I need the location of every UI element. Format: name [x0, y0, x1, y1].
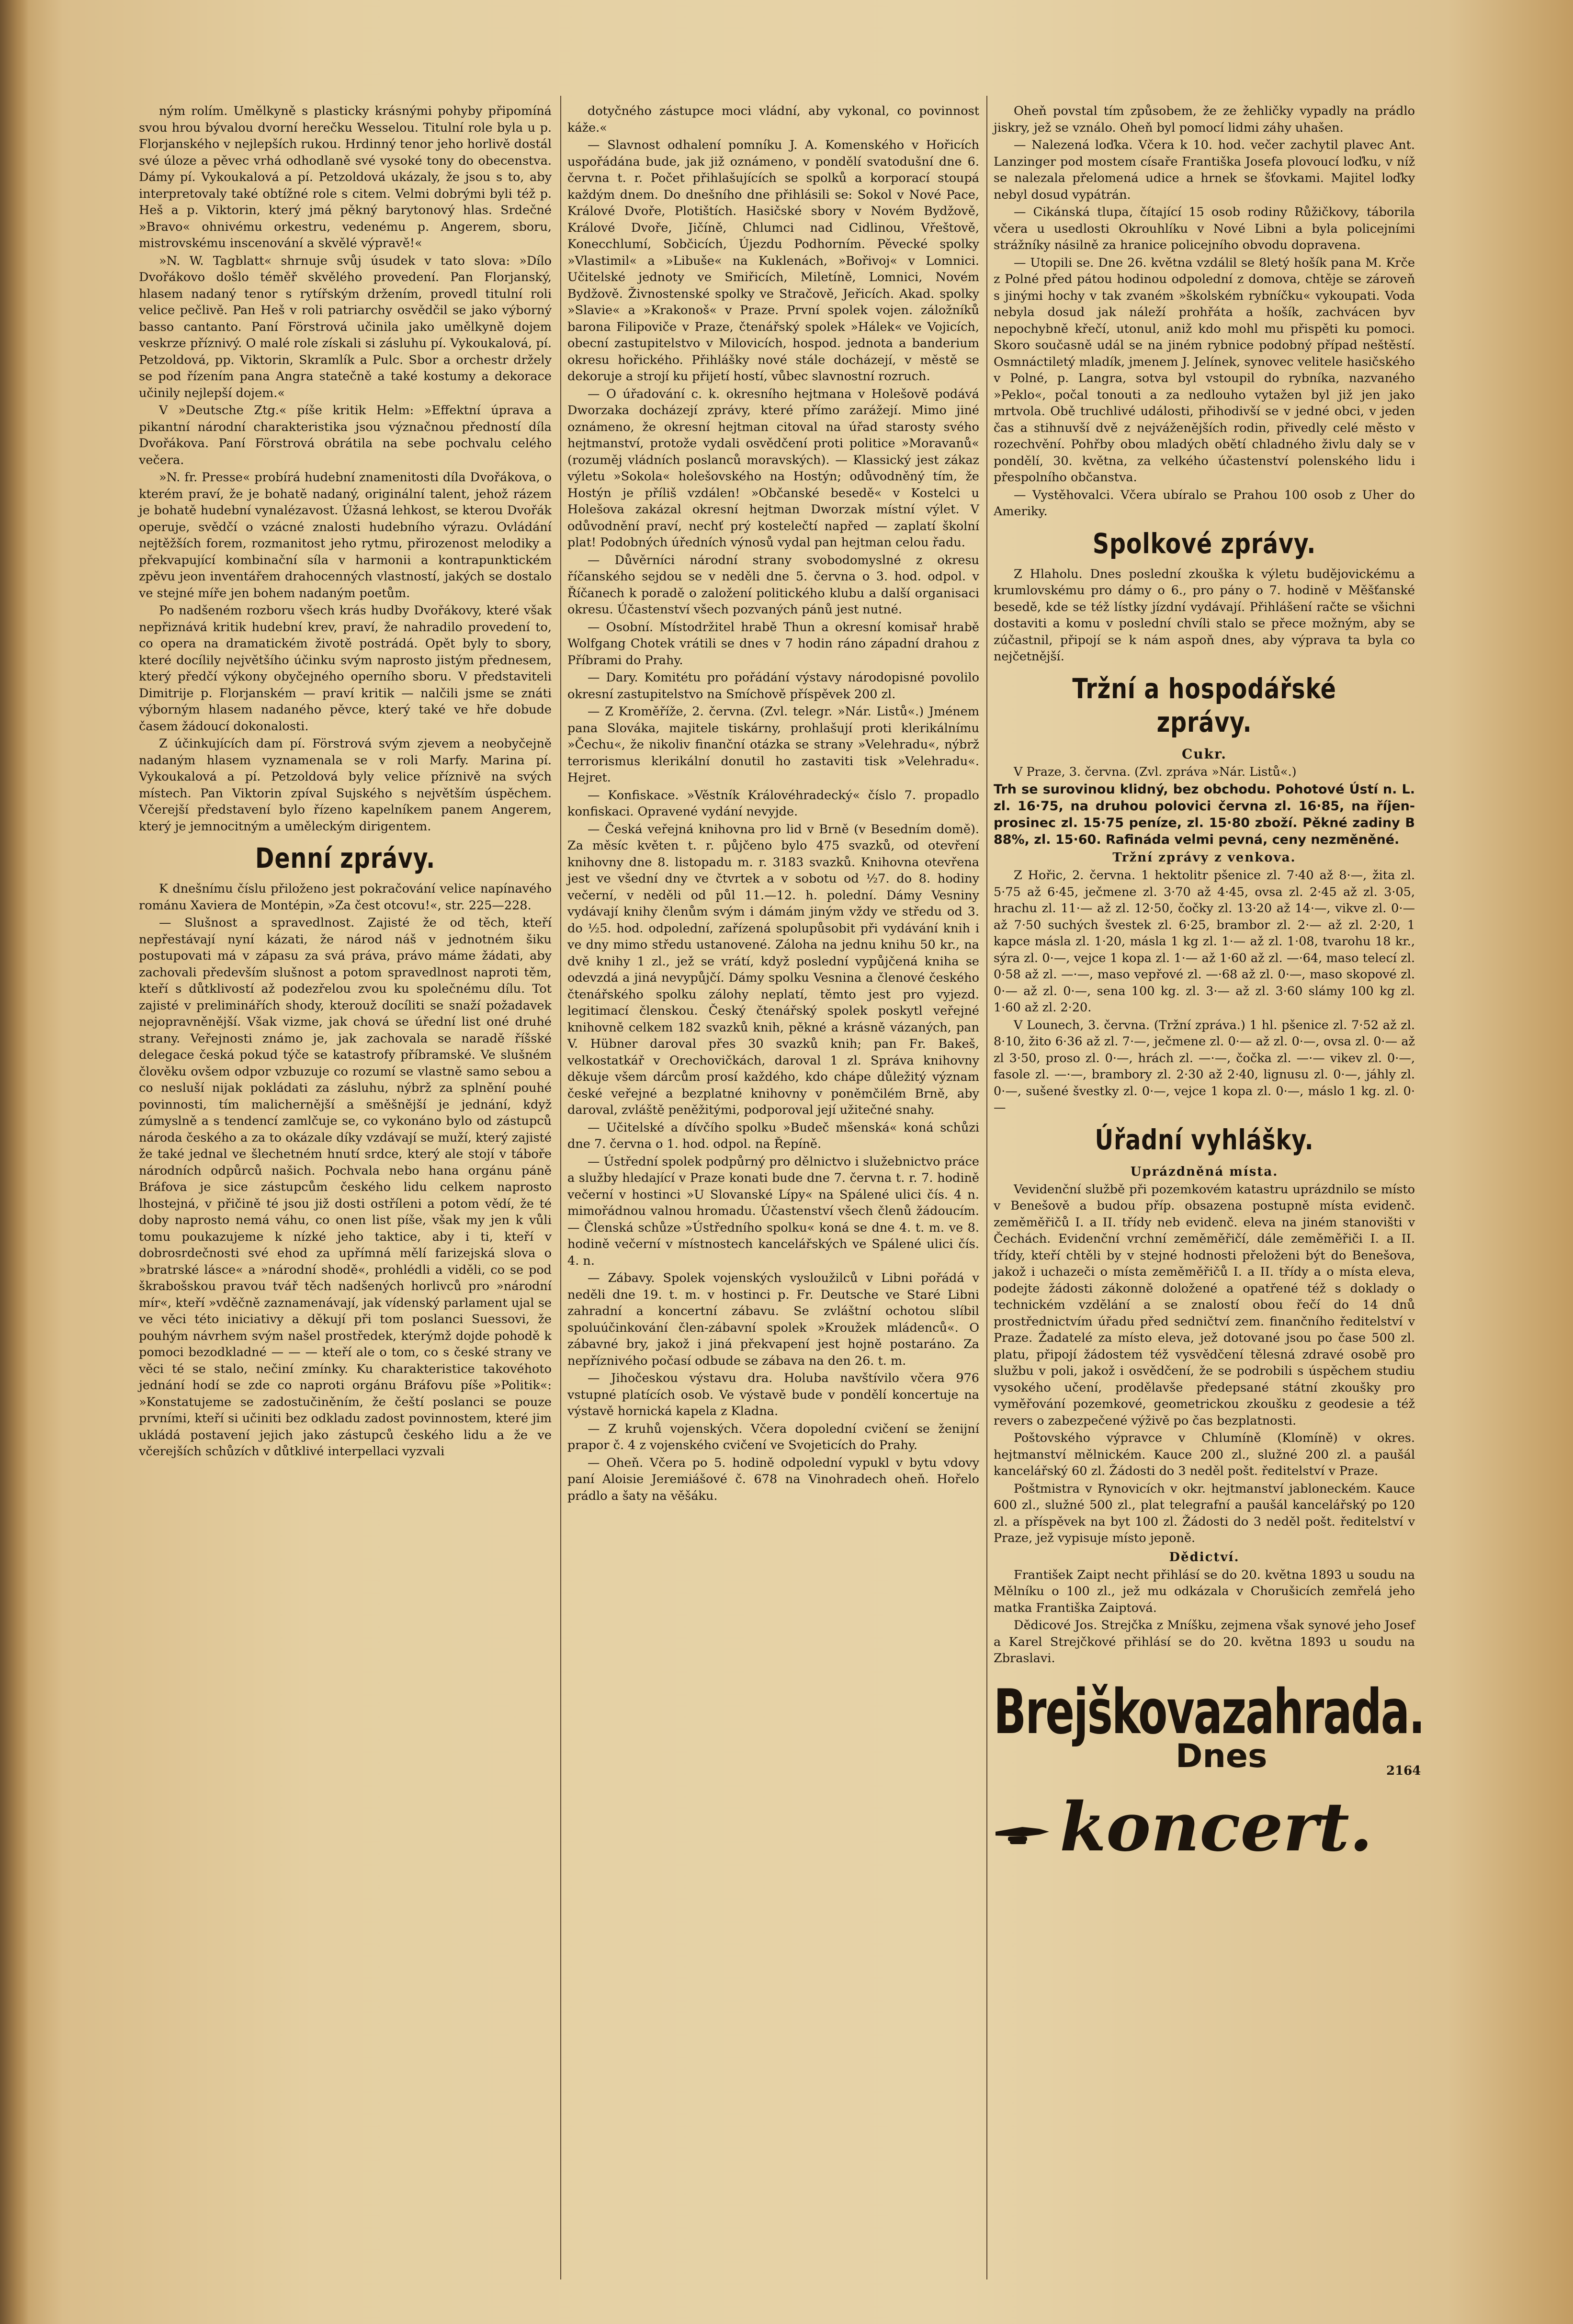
pointing-hand-icon [994, 1818, 1051, 1847]
article-paragraph: — Utopili se. Dne 26. května vzdálil se 8letý hošík pana M. Krče z Polné před pátou hodinou odpolední z domova, chtěje se zároveň s jinými hochy v tak zvaném »školském rybníčku« vykoupati. Voda nebyla dosud jak náleží prohřáta a hošík, zachvácen byv nepochybně křečí, utonul, aniž kdo mohl mu přispěti ku pomoci. Skoro současně udál se na jiném rybnice podobný případ neštěstí. Osmnáctiletý mladík, jmenem J. Jelínek, synovec velitele hasičského v Polné, p. Langra, sotva byl vstoupil do rybníka, nazvaného »Peklo«, počal tonouti a za nedlouho vytažen byl již jen jako mrtvola. Obě truchlivé události, přihodivší se v jedné obci, v jeden čas a stihnuvší dvě z nejváženějších rodin, přivedly celé město v rozechvění. Pohřby obou mladých obětí chladného živlu daly se v pondělí, 30. května, za velkého účastenství polenského lidu i přespolního občanstva. [994, 255, 1415, 485]
spolkove-zpravy-heading: Spolkové zprávy. [1092, 527, 1316, 560]
column-3 [994, 103, 1424, 2301]
cukr-market-report: Trh se surovinou klidný, bez obchodu. Pohotové Ústí n. L. zl. 16·75, na druhou polovici června zl. 16·85, na říjen-prosinec zl. 15·75 peníze, zl. 15·80 zboží. Pěkné zadiny B 88%, zl. 15·60. Rafináda velmi pevná, ceny nezměněné. [994, 782, 1415, 847]
article-paragraph: — Konfiskace. »Věstník Královéhradecký« číslo 7. propadlo konfiskaci. Opravené vydání nevyjde. [567, 788, 979, 819]
article-paragraph: — Oheň. Včera po 5. hodině odpolední vypukl v bytu vdovy paní Aloisie Jeremiášové č. 678 na Vinohradech oheň. Hořelo prádlo a šaty na věšáku. [567, 1455, 979, 1503]
article-paragraph: — Z Kroměříže, 2. června. (Zvl. telegr. »Nár. Listů«.) Jménem pana Slováka, majitele tiskárny, prohlašují proti klerikálnímu »Čechu«, že nikoliv finanční otázka se strany »Velehradu«, nýbrž terrorismus klerikální donutil ho zastaviti tisk »Velehradu«. Hejret. [567, 704, 979, 785]
cukr-subheading: Cukr. [1182, 746, 1227, 762]
inheritance-paragraph: František Zaipt necht přihlásí se do 20. května 1893 u soudu na Mělníku o 100 zl., jež mu odkázala v Chorušicích zemřelá jeho matka Františka Zaiptová. [994, 1567, 1415, 1615]
article-paragraph: — Jihočeskou výstavu dra. Holuba navštívilo včera 976 vstupné platících osob. Ve výstavě bude v pondělí koncertuje na výstavě hornická kapela z Kladna. [567, 1371, 979, 1418]
advertisement-koncert [994, 1788, 1415, 1867]
advertisement-koncert-text: koncert. [1060, 1788, 1373, 1867]
uprazdnena-mista-subheading: Uprázdněná místa. [1130, 1164, 1279, 1179]
article-paragraph: Po nadšeném rozboru všech krás hudby Dvořákovy, které však nepřiznává kritik hudební krev, praví, že nahradilo provedení to, co opera na dramatickém životě postrádá. Opět byly to sbory, které docílily největšího účinku svým naprosto jistým přednesem, který předčí výkony obyčejného operního sboru. V představiteli Dimitrije p. Florjanském — praví kritik — nalčili jsme se znáti výborným hlasem nadaného pěvce, který také ve hře dobude časem žádoucí dokonalosti. [139, 603, 552, 734]
denni-zpravy-heading: Denní zprávy. [255, 842, 435, 874]
article-paragraph: — Cikánská tlupa, čítající 15 osob rodiny Růžičkovy, táborila včera u usedlosti Okrouhlíku v Nové Libni a byla policejními strážníky násilně za hranice policejního obvodu dopravena. [994, 205, 1415, 252]
article-paragraph: — Učitelské a dívčího spolku »Budeč mšenská« koná schůzi dne 7. června o 1. hod. odpol. na Řepíně. [567, 1120, 979, 1151]
column-1 [139, 103, 552, 2301]
column-1-paragraphs [139, 103, 552, 835]
column-3-paragraphs [994, 103, 1415, 520]
column-2-paragraphs [567, 103, 979, 1504]
column-rule-2 [986, 96, 987, 2279]
advertisement-dnes: Dnes [1176, 1737, 1267, 1775]
article-paragraph: dotyčného zástupce moci vládní, aby vykonal, co povinnost káže.« [567, 104, 979, 135]
article-paragraph: — Slušnost a spravedlnost. Zajisté že od těch, kteří nepřestávají nyní kázati, že národ náš v jednotném šiku postupovati má v zápasu za svá práva, právo máme žádati, aby zachovali především slušnost a potom spravedlnost naproti těm, kteří s důtklivostí až podezřelou zvou ku společnému dílu. Tot zajisté v preliminářích shody, kterouž docíliti se snaží požadavek nejopravněnější. Však vizme, jak chová se úřední list oné druhé strany. Veřejnosti známo je, jak zachovala se naradě říšské delegace česká pokud týče se katastrofy příbramské. Ve slušném člověku ovšem odpor vzbuzuje co rozumí se vlastně samo sebou a co nesluší nijak pokládati za zásluhu, nýbrž za splnění pouhé povinnosti, tím malichernější a směšnější je jednání, když zúmyslně a s tendencí zamlčuje se, co vykonáno bylo od zástupců národa českého a za to okázale díky vzdávají se muží, který zajisté že také jednal ve šlechetném hnutí srdce, který ale stojí v táboře národních odpůrců našich. Pochvala nebo hana orgánu páně Bráfova je sice zástupcům českého lidu celkem naprosto lhostejná, v přičině té jsou již dosti ostříleni a potom vědí, že té doby naprosto nemá váhu, co onen list píše, však my jen k vůli tomu poukazujeme k nízké jeho taktice, aby i ti, kteří v dobrosrdečnosti své ehod za upřímná mělí farizejská slova o »bratrské lásce« a »národní shodě«, prohlédli a viděli, co se pod škrabošskou pravou tvář těch nadšených horlivců pro »národní mír«, kteří »vděčně zaznamenávají, jak vídenský parlament ujal se ve věci této iniciativy a děkují při tom poslanci Suessovi, že pouhým návrhem svým našel prostředek, kterýmž dojde pohodě k pomoci bezodkladné — — — kteří ale o tom, co s české strany ve věci té se stalo, nečiní zmínky. Ku charakteristice takovéhoto jednání hodí se zde co naproti orgánu Bráfovu píše »Politik«: »Konstatujeme se zadostučiněním, že čeští poslanci se pouze prvními, kteří si učiniti bez odkladu zadost povinnostem, které jim ukládá postavení jejich jako zástupců českého lidu a že ve včerejších schůzích v důtklivé interpellaci vyzvali [139, 916, 552, 1459]
article-paragraph: — Ústřední spolek podpůrný pro dělnictvo i služebnictvo práce a služby hledající v Praze konati bude dne 7. června t. r. 7. hodině večerní v hostinci »U Slovanské Lípy« na Spálené ulici čís. 4 n. mimořádnou valnou hromadu. Účastenství všech členů žádoucím. — Členská schůze »Ústředního spolku« koná se dne 4. t. m. ve 8. hodině večerní v místnostech kancelářských ve Spálené ulici čís. 4. n. [567, 1154, 979, 1268]
trzni-zpravy-heading: Tržní a hospodářské zprávy. [1072, 672, 1336, 738]
article-paragraph: — Slavnost odhalení pomníku J. A. Komenského v Hořicích uspořádána bude, jak již oznámeno, v pondělí svatodušní dne 6. června t. r. Počet přihlašujících se spolků a korporací stoupá každým dnem. Do dnešního dne přihlásili se: Sokol v Nové Pace, Králové Dvoře, Plotištích. Hasičské sbory v Novém Bydžově, Králové Dvoře, Jičíně, Chlumci nad Cidlinou, Vřeštově, Konecchlumí, Sobčicích, Újezdu Podhorním. Pěvecké spolky »Vlastimil« a »Libuše« na Kuklenách, »Bořivoj« v Lomnici. Učitelské jednoty ve Smiřicích, Miletíně, Lomnici, Novém Bydžově. Živnostenské spolky ve Stračově, Jeřicích. Akad. spolky »Slavie« a »Krakonoš« v Praze. První spolek vojen. záložníků barona Filipoviče v Praze, čtenářský spolek »Hálek« ve Vojicích, obecní zastupitelstvo v Milovicích, hospod. jednota a banderium okresu hořického. Přihlášky nové stále docházejí, v městě se dekoruje a strojí ku přijetí hostí, vůbec slavnostní rozruch. [567, 138, 979, 384]
uradni-vyhlasky-heading: Úřadní vyhlášky. [1095, 1123, 1314, 1156]
uradni-paragraphs [994, 1181, 1415, 1547]
article-paragraph: ným rolím. Umělkyně s plasticky krásnými pohyby připomíná svou hrou bývalou dvorní herečku Wesselou. Titulní role byla u p. Florjanského v nejlepších rukou. Hrdinný tenor jeho horlivě dostál své úloze a pěvec vrhá odhodlaně své vysoké tony do obecenstva. Dámy pí. Vykoukalová a pí. Petzoldová ukázaly, že jsou s to, aby interpretovaly také obtížné role s citem. Velmi dobrými byli též p. Heš a p. Viktorin, který jmá pěkný barytonový hlas. Srdečné »Bravo« ohnivému orkestru, vedenému p. Angerem, sboru, mistrovskému inscenování a skvělé výpravě!« [139, 104, 552, 250]
article-paragraph: Z účinkujících dam pí. Förstrová svým zjevem a neobyčejně nadaným hlasem vyznamenala se v roli Marfy. Marina pí. Vykoukalová a pí. Petzoldová byly velice příznivě na svých místech. Pan Viktorin zpíval Sujského s největším úspěchem. Včerejší představení bylo řízeno kapelníkem panem Angerem, který je jemnocitným a uměleckým dirigentem. [139, 737, 552, 834]
article-paragraph: — Vystěhovalci. Včera ubíralo se Prahou 100 osob z Uher do Ameriky. [994, 487, 1415, 519]
article-paragraph: — Česká veřejná knihovna pro lid v Brně (v Besedním domě). Za měsíc květen t. r. půjčeno bylo 475 svazků, od otevření knihovny dne 8. listopadu m. r. 3183 svazků. Knihovna otevřena jest ve všední dny ve čtvrtek a v sobotu od ½7. do 8. hodiny večerní, v neděli od půl 11.—12. h. polední. Dámy Vesniny vydávají knihy členům svým i dámám jiným vždy ve středu od 3. do ½5. hod. odpolední, zařízená spolupůsobit při vydávání knih i ve dny mimo středu ustanovené. Záloha na jednu knihu 50 kr., na dvě knihy 1 zl., jež se vrátí, když poslední vypůjčená kniha se odevzdá a jiná nevypůjčí. Dámy spolku Vesnina a členové českého čtenářského spolku zálohy neplatí, těmto jest pro vyjezd. legitimací členskou. Český čtenářský spolek poskytl veřejné knihovně celkem 182 svazků knih, pěkné a krásně vázaných, pan V. Hübner daroval přes 30 svazků knih; pan Fr. Bakeš, velkostatkář v Orechovičkách, daroval 1 zl. Správa knihovny děkuje všem dárcům prosí každého, kdo chápe důležitý význam české veřejné a bezplatné knihovny v poněmčilém Brně, aby daroval, zvláště peněžitými, podporoval její užitečné snahy. [567, 822, 979, 1117]
notice-paragraph: Poštovského výpravce v Chlumíně (Klomíně) v okres. hejtmanství mělnickém. Kauce 200 zl., služné 200 zl. a paušál kancelářský 60 zl. Žádosti do 3 neděl pošt. ředitelství v Praze. [994, 1431, 1415, 1478]
article-paragraph: — Z kruhů vojenských. Včera dopolední cvičení se ženijní prapor č. 4 z vojenského cvičení ve Svojeticích do Prahy. [567, 1421, 979, 1452]
inheritance-paragraph: Dědicové Jos. Strejčka z Mníšku, zejmena však synové jeho Josef a Karel Strejčkové přihlásí se do 20. května 1893 u soudu na Zbraslavi. [994, 1618, 1415, 1666]
article-paragraph: — Důvěrníci národní strany svobodomyslné z okresu říčanského sejdou se v neděli dne 5. června o 3. hod. odpol. v Říčanech k poradě o založení politického klubu a další organisaci okresu. Účastenství všech pozvaných pánů jest nutné. [567, 553, 979, 617]
dedictvi-paragraphs [994, 1567, 1415, 1667]
dedictvi-subheading: Dědictví. [1169, 1550, 1240, 1564]
article-paragraph: Oheň povstal tím způsobem, že ze žehličky vypadly na prádlo jiskry, jež se vználo. Oheň byl pomocí lidmi záhy uhašen. [994, 104, 1415, 135]
article-paragraph: — Zábavy. Spolek vojenských vysloužilců v Libni pořádá v neděli dne 19. t. m. v hostinci p. Fr. Deutsche ve Staré Libni zahradní a koncertní zábavu. Se zvláštní ochotou slíbil spoluúčinkování člen-zábavní spolek »Kroužek mládenců«. O zábavné bry, jakož i jiná překvapení jest hojně postaráno. Za nepříznivého počasí odbude se zábava na den 26. t. m. [567, 1271, 979, 1368]
article-paragraph: — Nalezená loďka. Včera k 10. hod. večer zachytil plavec Ant. Lanzinger pod mostem císaře Františka Josefa plovoucí loďku, v níž se nalezala přelomená udice a hrnek se šťovkami. Majitel loďky nebyl dosud vypátrán. [994, 138, 1415, 202]
article-paragraph: — Dary. Komitétu pro pořádání výstavy národopisné povolilo okresní zastupitelstvo na Smíchově příspěvek 200 zl. [567, 670, 979, 702]
notice-paragraph: Poštmistra v Rynovicích v okr. hejtmanství jabloneckém. Kauce 600 zl., služné 500 zl., plat telegrafní a paušál kancelářský po 120 zl. a příspěvek na byt 100 zl. Žádosti do 3 neděl pošt. ředitelství v Praze, jež vypisuje místo jeponě. [994, 1481, 1415, 1545]
article-paragraph: V »Deutsche Ztg.« píše kritik Helm: »Effektní úprava a pikantní národní charakteristika jsou význačnou předností díla Dvořákova. Paní Förstrová obrátila na sebe pochvalu celého večera. [139, 403, 552, 467]
venkov-subheading: Tržní zprávy z venkova. [1112, 850, 1296, 865]
column-2 [567, 103, 979, 2301]
cukr-intro: V Praze, 3. června. (Zvl. zpráva »Nár. Listů«.) [1014, 764, 1297, 779]
column-1-paragraphs-2 [139, 881, 552, 1460]
spolky-article: Z Hlaholu. Dnes poslední zkouška k výletu budějovickému a krumlovskému pro dámy o 6., pro pány o 7. hodině v Měšťanské besedě, kde se též lístky jízdní vydávají. Přihlášení račte se všichni dostaviti a komu v poslední chvíli stalo se přece možným, aby se zúčastnil, připojí se k nám aspoň dnes, aby výprava ta byla co nejčetnější. [994, 567, 1415, 664]
column-rule-1 [560, 96, 561, 2279]
article-paragraph: K dnešnímu číslu přiloženo jest pokračování velice napínavého románu Xaviera de Montépin, »Za čest otcovu!«, str. 225—228. [139, 882, 552, 913]
market-report-paragraph: V Lounech, 3. června. (Tržní zpráva.) 1 hl. pšenice zl. 7·52 až zl. 8·10, žito 6·36 až zl. 7·—, ječmene zl. 0·— až zl. 0·—, ovsa zl. 0·— až zl 3·50, proso zl. 0·—, hrách zl. —·—, čočka zl. —·— vikev zl. 0·—, fasole zl. —·—, brambory zl. 2·30 až 2·40, lignusu zl. 0·—, jáhly zl. 0·—, sušené švestky zl. 0·—, vejce 1 kopa zl. 0·—, máslo 1 kg. zl. 0·— [994, 1018, 1415, 1115]
venkov-reports [994, 867, 1415, 1116]
advertisement-title: Brejškovazahrada. [994, 1676, 1424, 1748]
advertisement-row [994, 1737, 1421, 1791]
market-report-paragraph: Z Hořic, 2. června. 1 hektolitr pšenice zl. 7·40 až 8·—, žita zl. 5·75 až 6·45, ječmene zl. 3·70 až 4·45, ovsa zl. 2·45 až zl. 3·05, hrachu zl. 11·— až zl. 12·50, čočky zl. 13·20 až 14·—, vikve zl. 0·— až 7·50 suchých švestek zl. 6·25, brambor zl. 2·— až zl. 2·20, 1 kapce másla zl. 1·20, másla 1 kg zl. 1·— až zl. 1·08, tvarohu 18 kr., sýra zl. 0·—, vejce 1 kopa zl. 1·— až 1·60 až zl. —·64, maso telecí zl. 0·58 až zl. —·—, maso vepřové zl. —·68 až zl. 0·—, maso skopové zl. 0·— až zl. 0·—, sena 100 kg. zl. 3·— až zl. 3·60 slámy 100 kg zl. 1·60 až zl. 2·20. [994, 868, 1415, 1015]
notice-paragraph: Vevidenční službě při pozemkovém katastru uprázdnilo se místo v Benešově a budou příp. obsazena postupně místa evidenč. zeměměřičů I. a II. třídy neb evidenč. eleva na jiném stanovišti v Čechách. Evidenční vrchní zeměměřičí, dále zeměměřiči I. a II. třídy, kteří chtěli by v stejné hodnosti přeloženi být do Benešova, jakož i uchazeči o místa zeměměřičů I. a II. třídy a o místa eleva, podejte žádosti zákonně doložené a opatřené též s doklady o technickém vzdělání a se znalostí obou řečí do 14 dnů prostřednictvím úřadu před sedničtví zem. finančního ředitelství v Praze. Žadatelé za místo eleva, jež dotované jsou po čase 500 zl. platu, připojí žádostem též vysvědčení tělesná zdravé osobě pro službu v poli, jakož i osvědčení, že se podrobili s úspěchem studiu vysokého učení, prodělavše předepsané státní zkoušky pro vyměřování pozemkové, geometrickou zkoušku z geodesie a též revers o zabezpečené výživě po čas bezplatnosti. [994, 1182, 1415, 1428]
advertisement-number: 2164 [1386, 1763, 1421, 1778]
page-binding-edge [0, 0, 29, 2324]
article-paragraph: »N. fr. Presse« probírá hudební znamenitosti díla Dvořákova, o kterém praví, že je bohatě nadaný, originální talent, jehož rázem je bohatě hudební vynalézavost. Úžasná lehkost, se kterou Dvořák operuje, svědčí o vzácné znalosti hudebního výrazu. Ovládání nejtěžších forem, rozmanitost jeho rytmu, přirozenost melodiky a překvapující kombinační síla v harmonii a kontrapunktickém zpěvu jeon inventářem drahocenných vlastností, jakých se dostalo ve stejné míře jen bohem nadaným poetům. [139, 470, 552, 601]
article-paragraph: — O úřadování c. k. okresního hejtmana v Holešově podává Dworzaka docházejí zprávy, které přímo zarážejí. Mimo jiné oznámeno, že okresní hejtman citoval na úřad starosty svého hejtmanství, protože vydali osvědčení proti politice »Moravanů« (rozuměj vládních poslanců moravských). — Klassický jest zákaz výletu »Sokola« holešovského na Hostýn; odůvodněný tím, že Hostýn je příliš vzdálen! »Občanské besedě« v Kostelci u Holešova zakázal okresní hejtman Dworzak místní výlet. V odůvodnění praví, nechť prý kostelečtí napřed — zaplatí školní plat! Podobných úředních výnosů vydal pan hejtman celou řadu. [567, 386, 979, 550]
article-paragraph: — Osobní. Místodržitel hrabě Thun a okresní komisař hrabě Wolfgang Chotek vrátili se dnes v 7 hodin ráno západní drahou z Příbrami do Prahy. [567, 620, 979, 668]
article-paragraph: »N. W. Tagblatt« shrnuje svůj úsudek v tato slova: »Dílo Dvořákovo došlo téměř skvělého provedení. Pan Florjanský, hlasem nadaný tenor s rytířským držením, provedl titulní roli velice pečlivě. Pan Heš v roli patriarchy osvědčil se jako výborný basso cantanto. Paní Förstrová učinila jako umělkyně dojem veskrze příznivý. O malé role získali si zásluhu pí. Vykoukalová, pí. Petzoldová, pp. Viktorin, Skramlík a Pulc. Sbor a orchestr držely se pod řízením pana Angra statečně a také kostumy a dekorace učinily nejlepší dojem.« [139, 253, 552, 400]
